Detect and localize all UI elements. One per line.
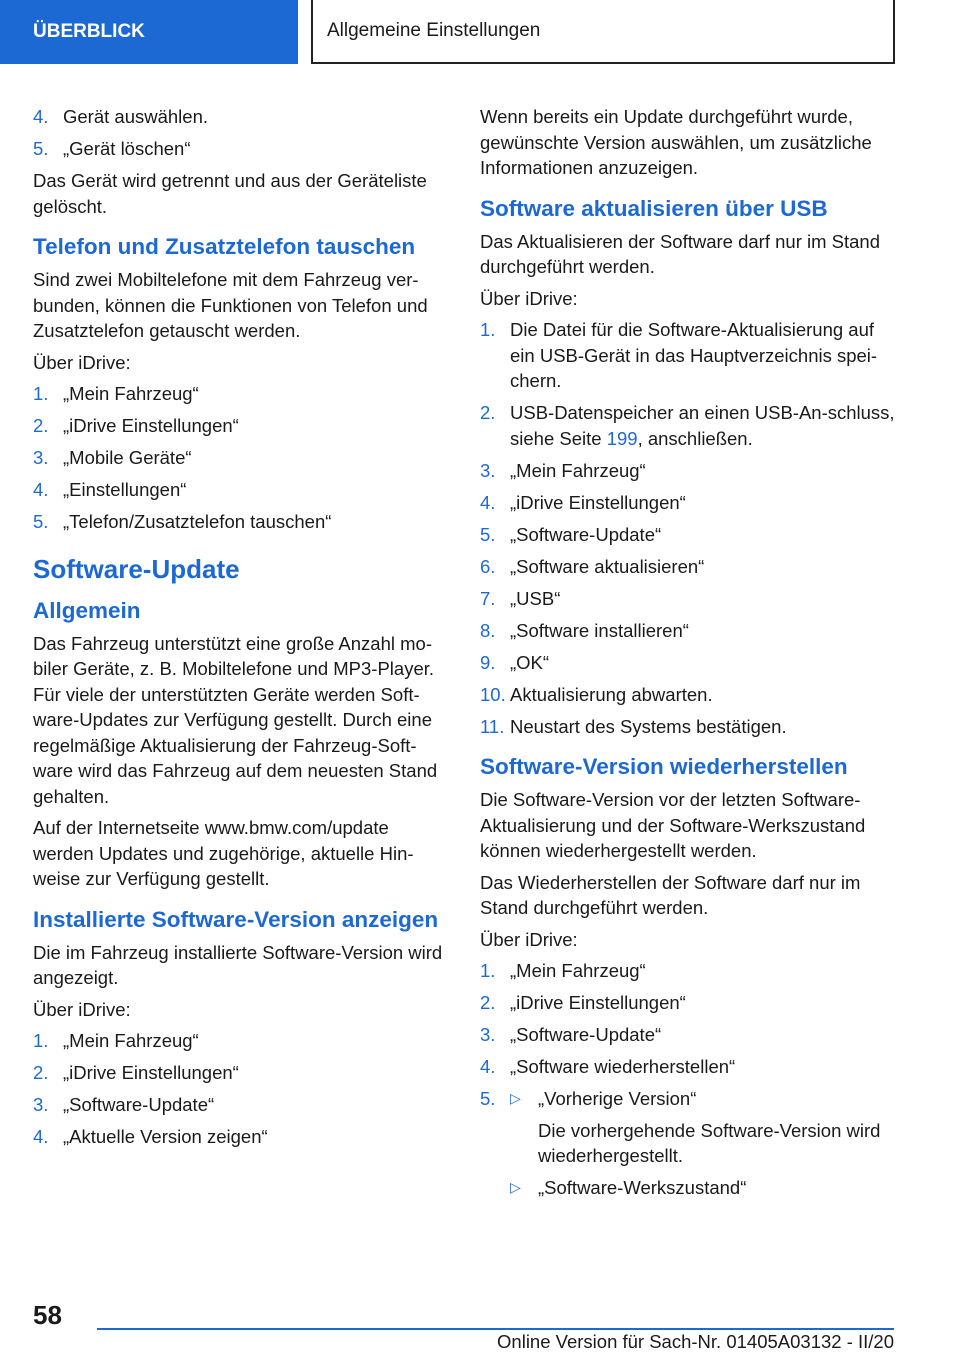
option-description: Die vorhergehende Software-Version wird wiederhergestellt.	[538, 1119, 881, 1166]
option-previous-version: ▷ „Vorherige Version“	[510, 1086, 896, 1112]
list-item: 1. „Mein Fahrzeug“	[33, 383, 199, 404]
list-item: 4. „iDrive Einstellungen“	[480, 491, 686, 513]
list-item: 8. „Software installieren“	[480, 619, 689, 641]
option-factory-state: ▷ „Software-Werkszustand“	[510, 1175, 896, 1201]
list-item: 2. „iDrive Einstellungen“	[33, 1062, 239, 1083]
list-item: 5. „Telefon/Zusatztelefon tauschen“	[33, 511, 332, 532]
device-remove-steps	[33, 104, 447, 162]
list-item: 11. Neustart des Systems bestätigen.	[480, 715, 787, 737]
list-item: 10. Aktualisierung abwarten.	[480, 683, 713, 705]
paragraph: Wenn bereits ein Update durchgeführt wurde, gewünschte Version auswählen, um zusätzliche Informationen anzuzeigen.	[480, 106, 872, 178]
list-item: 2. „iDrive Einstellungen“	[480, 992, 686, 1013]
usb-update-steps	[480, 317, 896, 739]
heading-restore-version: Software-Version wiederherstellen	[480, 754, 848, 779]
triangle-bullet-icon: ▷	[510, 1090, 521, 1106]
list-item: 1. Die Datei für die Software-Aktualisierung auf ein USB-Gerät in das Hauptverzeichnis spei-chern.	[480, 319, 878, 391]
paragraph: Über iDrive:	[480, 287, 578, 309]
list-item: 4. Gerät auswählen.	[33, 106, 209, 127]
paragraph: Auf der Internetseite www.bmw.com/update werden Updates und zugehörige, aktuelle Hin-weise zur Verfügung gestellt.	[33, 817, 414, 889]
list-item: 1. „Mein Fahrzeug“	[480, 960, 646, 981]
paragraph: Die Software-Version vor der letzten Software-Aktualisierung und der Software-Werkszustand können wiederhergestellt werden.	[480, 789, 866, 861]
chapter-title: Allgemeine Einstellungen	[311, 0, 895, 64]
right-column	[480, 104, 896, 1207]
list-item: 4. „Aktuelle Version zeigen“	[33, 1126, 268, 1147]
list-item: 7. „USB“	[480, 587, 561, 609]
list-item: 2. „iDrive Einstellungen“	[33, 415, 239, 436]
page-number: 58	[33, 1300, 62, 1330]
list-item: 4. „Software wiederherstellen“	[480, 1056, 736, 1077]
page-link[interactable]: 199	[606, 427, 638, 449]
restore-steps	[480, 958, 896, 1200]
list-item: 5. „Software-Update“	[480, 523, 662, 545]
installed-version-steps	[33, 1028, 447, 1150]
heading-phone-swap: Telefon und Zusatztelefon tauschen	[33, 234, 416, 259]
paragraph: Sind zwei Mobiltelefone mit dem Fahrzeug ver-bunden, können die Funktionen von Telefon und Zusatztelefon getauscht werden.	[33, 269, 428, 341]
list-item: 3. „Mobile Geräte“	[33, 447, 192, 468]
heading-general: Allgemein	[33, 597, 141, 623]
paragraph: Über iDrive:	[480, 928, 578, 950]
paragraph: Die im Fahrzeug installierte Software-Version wird angezeigt.	[33, 941, 443, 988]
paragraph: Über iDrive:	[33, 998, 131, 1020]
footer-text: Online Version für Sach-Nr. 01405A03132 - II/20	[497, 1331, 894, 1352]
phone-swap-steps	[33, 381, 447, 535]
list-item: 5. „Gerät löschen“	[33, 138, 191, 159]
paragraph: Das Aktualisieren der Software darf nur im Stand durchgeführt werden.	[480, 230, 880, 277]
list-item: 3. „Mein Fahrzeug“	[480, 459, 646, 481]
list-item: 3. „Software-Update“	[480, 1024, 662, 1045]
heading-software-update: Software-Update	[33, 553, 240, 584]
list-item: 5. ▷ „Vorherige Version“ Die vorhergehende Software-Version wird wiederhergestellt. ▷ „Software-Werkszustand“	[480, 1086, 896, 1200]
list-item: 6. „Software aktualisieren“	[480, 555, 705, 577]
heading-usb-update: Software aktualisieren über USB	[480, 195, 828, 221]
section-tab: ÜBERBLICK	[0, 0, 298, 64]
paragraph: Das Wiederherstellen der Software darf nur im Stand durchgeführt werden.	[480, 871, 861, 918]
triangle-bullet-icon: ▷	[510, 1178, 521, 1195]
list-item: 9. „OK“	[480, 651, 550, 673]
left-column	[33, 104, 447, 1156]
list-item: 3. „Software-Update“	[33, 1094, 215, 1115]
paragraph: Das Gerät wird getrennt und aus der Geräteliste gelöscht.	[33, 170, 427, 217]
list-item: 2. USB-Datenspeicher an einen USB-An-schluss, siehe Seite 199, anschließen.	[480, 402, 895, 449]
list-item: 4. „Einstellungen“	[33, 479, 187, 500]
footer-divider	[97, 1328, 894, 1330]
paragraph: Das Fahrzeug unterstützt eine große Anzahl mo-biler Geräte, z. B. Mobiltelefone und MP3-Player. Für viele der unterstützten Geräte werden Soft-ware-Updates zur Verfügung gestellt. Durch eine regelmäßige Aktualisierung der Fahrzeug-Soft-ware wird das Fahrzeug auf dem neuesten Stand gehalten.	[33, 632, 438, 807]
paragraph: Über iDrive:	[33, 351, 131, 373]
list-item: 1. „Mein Fahrzeug“	[33, 1030, 199, 1051]
heading-installed-version: Installierte Software-Version anzeigen	[33, 906, 439, 932]
